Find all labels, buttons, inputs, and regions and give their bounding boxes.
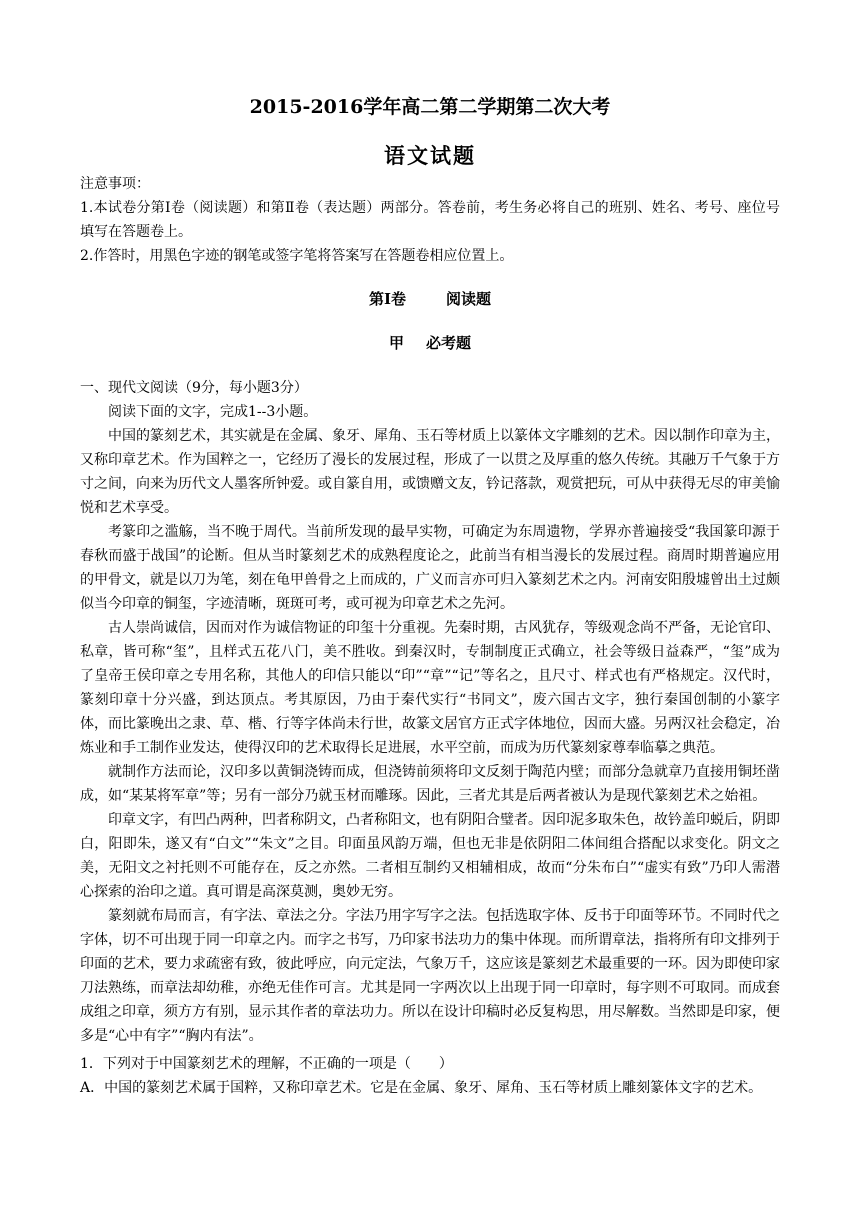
passage-paragraph: 篆刻就布局而言，有字法、章法之分。字法乃用字写字之法。包括选取字体、反书于印面等环节。不同时代之字体，切不可出现于同一印章之内。而字之书写，乃印家书法功力的集中体现。而所谓章法，指将所有印文排列于印面的艺术，要力求疏密有致，彼此呼应，向元定法，气象万千，这应该是篆刻艺术最重要的一环。因为即使印家刀法熟练，而章法却幼稚，亦绝无佳作可言。尤其是同一字两次以上出现于同一印章时，每字则不可取同。而成套成组之印章，须方方有别，显示其作者的章法功力。所以在设计印稿时必反复构思，用尽解数。当然即是印家，便多是“心中有字”“胸内有法”。 [80,908,780,1044]
sub-label: 甲 [388,334,404,352]
passage-paragraph: 印章文字，有凹凸两种，凹者称阴文，凸者称阳文，也有阴阳合璧者。因印泥多取朱色，故钤盖印蜕后，阴即白，阳即朱，遂又有“白文”“朱文”之目。印面虽风韵万端，但也无非是依阴阳二体间组合搭配以求变化。阴文之美，无阳文之衬托则不可能存在，反之亦然。二者相互制约又相辅相成，故而“分朱布白”“虚实有致”乃印人需潜心探索的治印之道。真可谓是高深莫测，奥妙无穷。 [80,812,780,900]
question-option-a: A．中国的篆刻艺术属于国粹，又称印章艺术。它是在金属、象牙、犀角、玉石等材质上雕刻篆体文字的艺术。 [80,1080,763,1096]
notice-item: 2.作答时，用黑色字迹的钢笔或签字笔将答案写在答题卷相应位置上。 [80,248,514,264]
passage-paragraph: 中国的篆刻艺术，其实就是在金属、象牙、犀角、玉石等材质上以篆体文字雕刻的艺术。因以制作印章为主，又称印章艺术。作为国粹之一，它经历了漫长的发展过程，形成了一以贯之及厚重的悠久传统。其融万千气象于方寸之间，向来为历代文人墨客所钟爱。或自篆自用，或馈赠文友，钤记落款，观赏把玩，可从中获得无尽的审美愉悦和艺术享受。 [80,428,780,516]
sub-heading [80,332,780,353]
notice-list [80,196,780,268]
section-heading: 一、现代文阅读（9分，每小题3分） [80,380,308,396]
passage-paragraph: 考篆印之滥觞，当不晚于周代。当前所发现的最早实物，可确定为东周遗物，学界亦普遍接受“我国篆印源于春秋而盛于战国”的论断。但从当时篆刻艺术的成熟程度论之，此前当有相当漫长的发展过程。商周时期普遍应用的甲骨文，就是以刀为笔，刻在龟甲兽骨之上而成的，广义而言亦可归入篆刻艺术之内。河南安阳殷墟曾出土过颇似当今印章的铜玺，字迹清晰，斑斑可考，或可视为印章艺术之先河。 [80,524,780,612]
passage-paragraph: 就制作方法而论，汉印多以黄铜浇铸而成，但浇铸前须将印文反刻于陶范内壁；而部分急就章乃直接用铜坯凿成，如“某某将军章”等；另有一部分乃就玉材而雕琢。因此，三者尤其是后两者被认为是现代篆刻艺术之始祖。 [80,764,780,804]
volume-label: 第Ⅰ卷 [368,290,406,308]
notice-item: 1.本试卷分第Ⅰ卷（阅读题）和第Ⅱ卷（表达题）两部分。答卷前，考生务必将自己的班别、姓名、考号、座位号填写在答题卷上。 [80,200,780,240]
question-1 [80,1052,780,1100]
volume-name: 阅读题 [446,290,492,308]
sub-name: 必考题 [426,334,472,352]
question-stem: 1．下列对于中国篆刻艺术的理解，不正确的一项是（ ） [80,1056,453,1072]
reading-section [80,376,780,1048]
section-instruction: 阅读下面的文字，完成1--3小题。 [108,404,318,420]
subject-title: 语文试题 [384,143,476,168]
notice-heading: 注意事项： [80,176,150,192]
exam-title: 2015-2016学年高二第二学期第二次大考 [249,96,611,118]
volume-heading [80,288,780,309]
passage-paragraph: 古人崇尚诚信，因而对作为诚信物证的印玺十分重视。先秦时期，古风犹存，等级观念尚不严备，无论官印、私章，皆可称“玺”，且样式五花八门，美不胜收。到秦汉时，专制制度正式确立，社会等级日益森严，“玺”成为了皇帝王侯印章之专用名称，其他人的印信只能以“印”“章”“记”等名之，且尺寸、样式也有严格规定。汉代时，篆刻印章十分兴盛，到达顶点。考其原因，乃由于秦代实行“书同文”，废六国古文字，独行秦国创制的小篆字体，而比篆晚出之隶、草、楷、行等字体尚未行世，故篆文居官方正式字体地位，因而大盛。另两汉社会稳定，冶炼业和手工制作业发达，使得汉印的艺术取得长足进展，水平空前，而成为历代篆刻家尊奉临摹之典范。 [80,620,780,756]
